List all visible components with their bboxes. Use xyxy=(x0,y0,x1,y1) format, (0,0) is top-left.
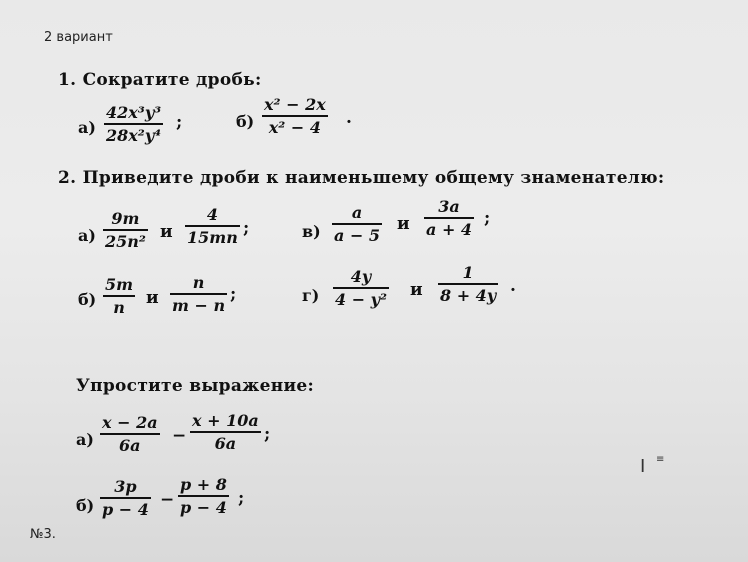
task2-a-label: а) xyxy=(78,226,96,245)
numerator: a xyxy=(351,203,363,222)
task2-g-end: . xyxy=(510,276,516,296)
denominator: 25n² xyxy=(105,231,146,251)
numerator: n xyxy=(192,273,205,292)
task2-b-label: б) xyxy=(78,290,97,309)
denominator: 15mn xyxy=(187,227,238,247)
fraction-bar xyxy=(333,287,389,289)
task1-b-fraction xyxy=(262,96,328,136)
denominator: p − 4 xyxy=(102,499,149,519)
task3-a-label: а) xyxy=(76,430,94,449)
fraction-bar xyxy=(103,229,148,231)
task2-v-end: ; xyxy=(484,208,491,228)
fraction-bar xyxy=(170,293,227,295)
task2-g-label: г) xyxy=(302,286,320,305)
task2-v-fraction1 xyxy=(332,204,382,244)
task2-b-fraction2 xyxy=(170,274,227,314)
task-number-label: №3. xyxy=(30,527,56,542)
task3-b-op: − xyxy=(160,490,175,510)
numerator: 4 xyxy=(206,205,218,224)
fraction-bar xyxy=(190,431,261,433)
task1-b-label: б) xyxy=(236,112,255,131)
denominator: a + 4 xyxy=(426,219,473,239)
task2-g-fraction2 xyxy=(438,264,498,304)
fraction-bar xyxy=(185,225,240,227)
numerator: p + 8 xyxy=(180,475,227,494)
task2-a-fraction1 xyxy=(103,210,148,250)
task2-title: 2. Приведите дроби к наименьшему общему знаменателю: xyxy=(58,168,665,188)
numerator: 42x³y³ xyxy=(106,103,162,122)
task3-b-label: б) xyxy=(76,496,95,515)
task2-b-fraction1 xyxy=(103,276,135,316)
numerator: 4y xyxy=(350,267,372,286)
numerator: 5m xyxy=(105,275,134,294)
task2-v-fraction2 xyxy=(424,198,474,238)
fraction-bar xyxy=(178,495,229,497)
fraction-bar xyxy=(103,295,135,297)
numerator: 3a xyxy=(438,197,460,216)
denominator: 6a xyxy=(119,435,141,455)
task2-b-end: ; xyxy=(230,284,237,304)
denominator: 4 − y² xyxy=(335,289,387,309)
task3-b-end: ; xyxy=(238,488,245,508)
task2-a-end: ; xyxy=(243,218,250,238)
numerator: 9m xyxy=(111,209,140,228)
task3-a-fraction2 xyxy=(190,412,261,452)
numerator: x + 10a xyxy=(192,411,259,430)
cursor-doc-icon: ≡ xyxy=(656,454,665,465)
numerator: x² − 2x xyxy=(264,95,326,114)
variant-label: 2 вариант xyxy=(44,30,113,45)
task1-a-label: а) xyxy=(78,118,96,137)
denominator: p − 4 xyxy=(180,497,227,517)
task1-b-end: . xyxy=(346,108,352,128)
denominator: m − n xyxy=(172,295,226,315)
numerator: 3p xyxy=(114,477,137,496)
task1-a-end: ; xyxy=(176,112,183,132)
fraction-bar xyxy=(332,223,382,225)
fraction-bar xyxy=(438,283,498,285)
fraction-bar xyxy=(100,433,160,435)
task1-title: 1. Сократите дробь: xyxy=(58,70,262,90)
numerator: x − 2a xyxy=(102,413,158,432)
fraction-bar xyxy=(262,115,328,117)
task2-v-label: в) xyxy=(302,222,321,241)
task2-g-conj: и xyxy=(410,280,423,300)
task3-a-fraction1 xyxy=(100,414,160,454)
denominator: a − 5 xyxy=(334,225,381,245)
task1-a-fraction xyxy=(104,104,163,144)
task3-a-end: ; xyxy=(264,424,271,444)
fraction-bar xyxy=(100,497,151,499)
fraction-bar xyxy=(104,123,163,125)
fraction-bar xyxy=(424,217,474,219)
task2-a-conj: и xyxy=(160,222,173,242)
task2-a-fraction2 xyxy=(185,206,240,246)
denominator: 6a xyxy=(214,433,237,453)
denominator: 28x²y⁴ xyxy=(106,125,162,145)
denominator: x² − 4 xyxy=(268,117,321,137)
task3-b-fraction1 xyxy=(100,478,151,518)
denominator: 8 + 4y xyxy=(440,285,497,305)
task2-b-conj: и xyxy=(146,288,159,308)
text-cursor-icon: I xyxy=(640,456,646,477)
task2-g-fraction1 xyxy=(333,268,389,308)
task3-b-fraction2 xyxy=(178,476,229,516)
task3-a-op: − xyxy=(172,426,187,446)
task3-title: Упростите выражение: xyxy=(76,376,315,396)
task2-v-conj: и xyxy=(397,214,410,234)
numerator: 1 xyxy=(462,263,474,282)
denominator: n xyxy=(113,297,125,317)
